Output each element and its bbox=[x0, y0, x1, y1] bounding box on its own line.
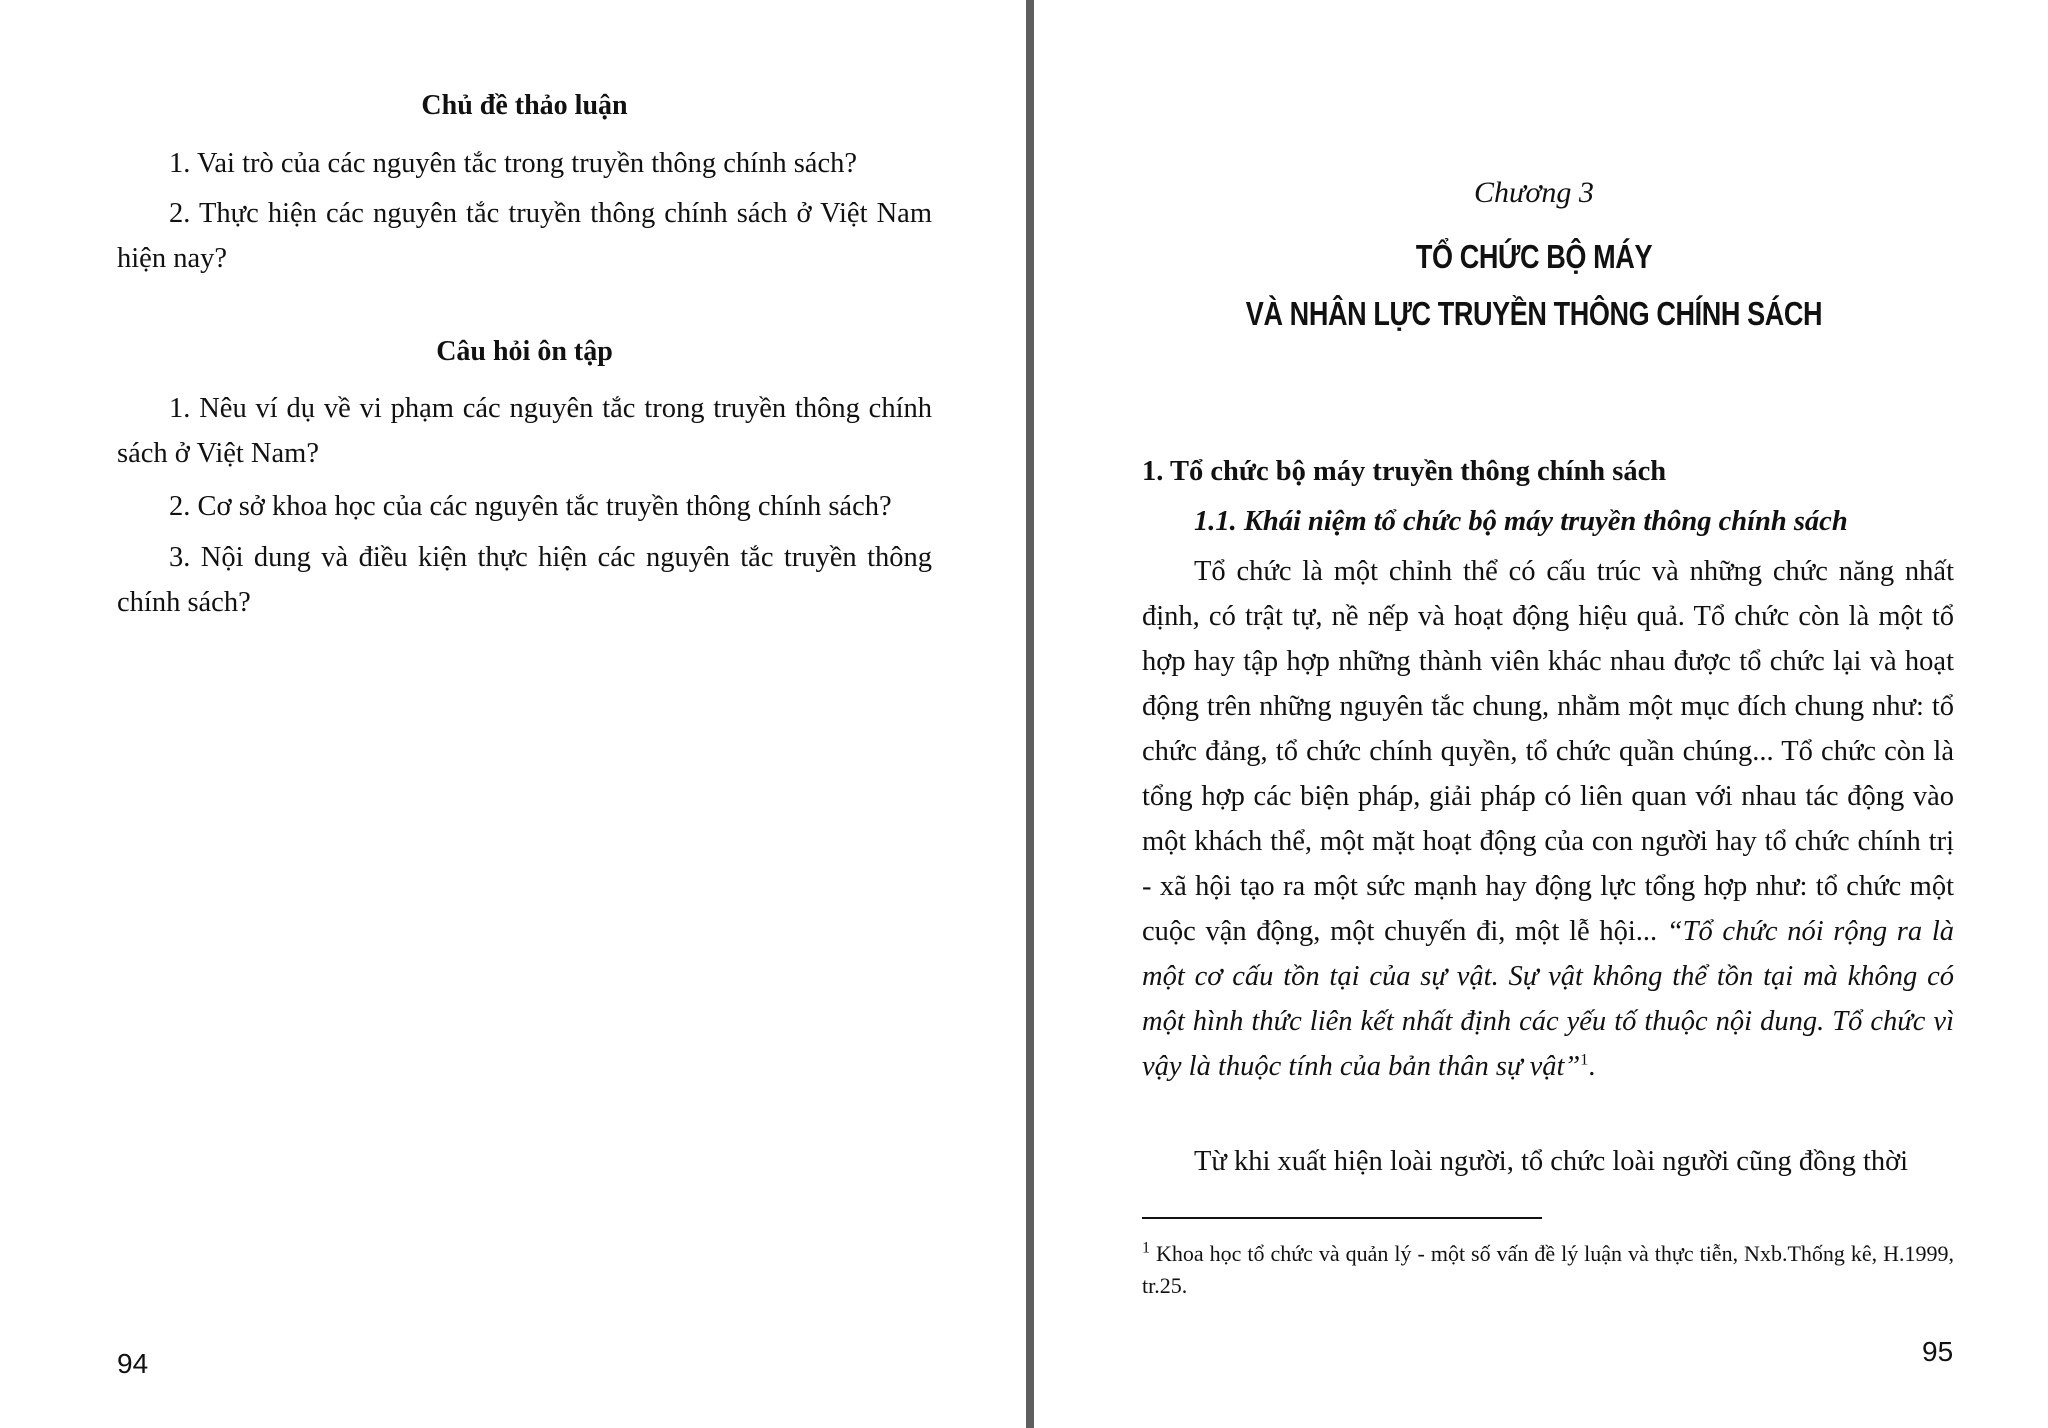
review-item: 1. Nêu ví dụ về vi phạm các nguyên tắc trong truyền thông chính sách ở Việt Nam? bbox=[117, 393, 932, 469]
discussion-item: 2. Thực hiện các nguyên tắc truyền thông chính sách ở Việt Nam hiện nay? bbox=[117, 198, 932, 274]
discussion-item: 1. Vai trò của các nguyên tắc trong truyền thông chính sách? bbox=[169, 148, 857, 179]
body-paragraph bbox=[1142, 549, 1954, 1089]
page-number: 95 bbox=[1922, 1336, 1954, 1367]
subsection-title: 1.1. Khái niệm tổ chức bộ máy truyền thông chính sách bbox=[1194, 506, 1848, 537]
paragraph-quote: “Tổ chức nói rộng ra là một cơ cấu tồn tại của sự vật. Sự vật không thể tồn tại mà không có một hình thức liên kết nhất định các yếu tố thuộc nội dung. Tổ chức vì vậy là thuộc tính của bản thân sự vật” bbox=[1142, 916, 1954, 1082]
review-item: 2. Cơ sở khoa học của các nguyên tắc truyền thông chính sách? bbox=[169, 491, 892, 522]
paragraph-end: . bbox=[1588, 1051, 1596, 1082]
footnote-divider bbox=[1142, 1217, 1542, 1219]
review-item: 3. Nội dung và điều kiện thực hiện các nguyên tắc truyền thông chính sách? bbox=[117, 542, 932, 618]
footnote-marker: 1 bbox=[1142, 1239, 1150, 1257]
footnote-text: Khoa học tổ chức và quản lý - một số vấn đề lý luận và thực tiễn, Nxb.Thống kê, H.1999, tr.25. bbox=[1142, 1241, 1955, 1298]
chapter-title: TỔ CHỨC BỘ MÁY bbox=[1415, 238, 1653, 275]
review-heading: Câu hỏi ôn tập bbox=[436, 336, 613, 367]
chapter-label: Chương 3 bbox=[1474, 176, 1594, 209]
paragraph-text: Tổ chức là một chỉnh thể có cấu trúc và những chức năng nhất định, có trật tự, nề nếp và hoạt động hiệu quả. Tổ chức còn là một tổ hợp hay tập hợp những thành viên khác nhau được tổ chức lại và hoạt động trên những nguyên tắc chung, nhằm một mục đích chung như: tổ chức đảng, tổ chức chính quyền, tổ chức quần chúng... Tổ chức còn là tổng hợp các biện pháp, giải pháp có liên quan với nhau tác động vào một khách thể, một mặt hoạt động của con người hay tổ chức chính trị - xã hội tạo ra một sức mạnh hay động lực tổng hợp như: tổ chức một cuộc vận động, một chuyến đi, một lễ hội... bbox=[1142, 556, 1954, 947]
footnote bbox=[1142, 1238, 1954, 1302]
body-paragraph-2: Từ khi xuất hiện loài người, tổ chức loài người cũng đồng thời bbox=[1194, 1146, 1909, 1177]
chapter-title-line2: VÀ NHÂN LỰC TRUYỀN THÔNG CHÍNH SÁCH bbox=[1245, 295, 1823, 332]
section-title: 1. Tổ chức bộ máy truyền thông chính sách bbox=[1142, 456, 1667, 487]
book-spine bbox=[1026, 0, 1034, 1428]
discussion-heading: Chủ đề thảo luận bbox=[421, 90, 628, 121]
page-number: 94 bbox=[117, 1348, 149, 1379]
right-page bbox=[1034, 0, 2048, 1428]
footnote-reference: 1 bbox=[1580, 1051, 1589, 1069]
